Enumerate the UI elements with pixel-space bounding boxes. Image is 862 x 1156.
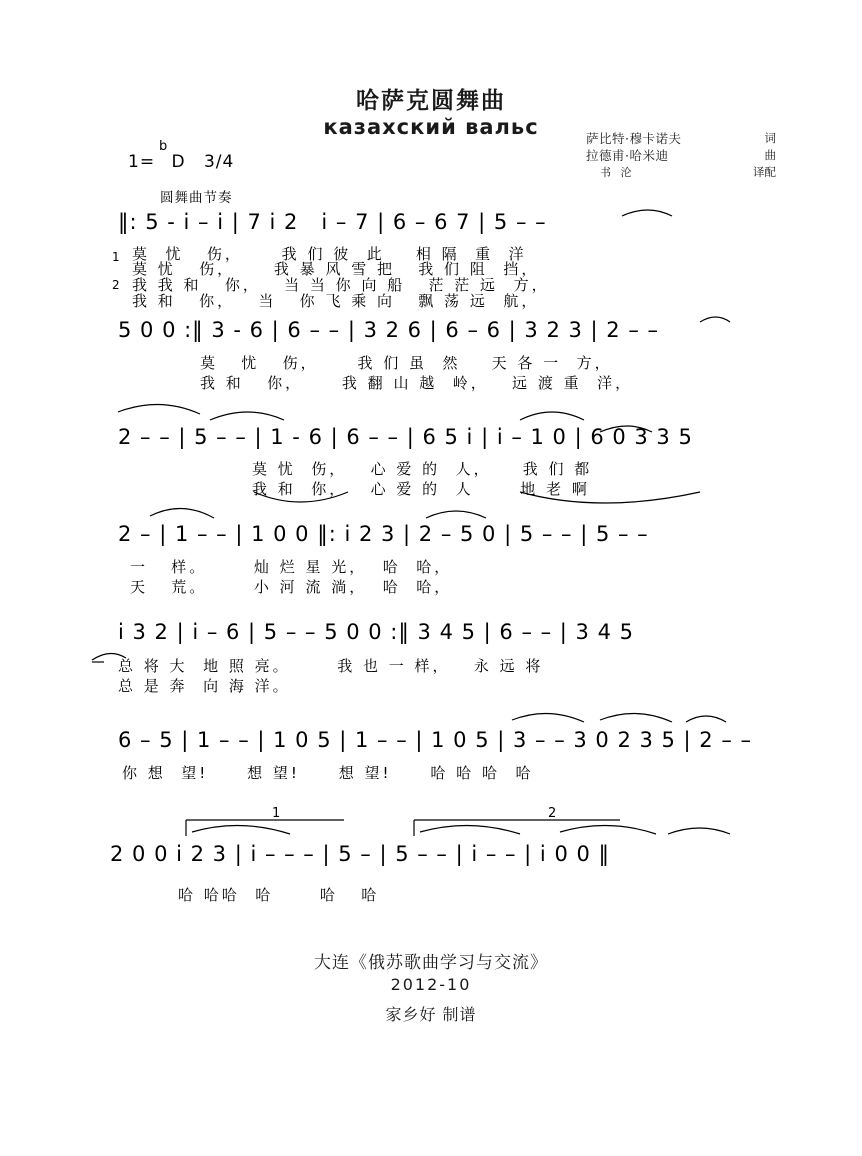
system-5-lyric-line-2: 总 是 奔 向 海 洋。 xyxy=(118,677,291,695)
system-5-lyric-line-1: 总 将 大 地 照 亮。 我 也 一 样， 永 远 将 xyxy=(118,657,544,675)
meter: 3/4 xyxy=(203,152,235,172)
system-3-lyric-line-1: 莫 忧 伤， 心 爱 的 人， 我 们 都 xyxy=(252,460,593,478)
system-1-lyric-line-3: 我 我 和 你， 当 当 你 向 船 茫 茫 远 方， xyxy=(132,276,550,294)
system-7-lyric-line-1: 哈 哈哈 哈 哈 哈 xyxy=(178,886,380,904)
system-1-lyric-line-1: 莫 忧 伤， 我 们 彼 此 相 隔 重 洋 xyxy=(132,245,527,263)
credit-role: 曲 xyxy=(764,148,776,162)
credit-row xyxy=(586,164,776,181)
system-2-lyric-line-2: 我 和 你， 我 翻 山 越 岭， 远 渡 重 洋， xyxy=(200,374,634,392)
credits-block xyxy=(586,130,776,181)
key-signature xyxy=(128,139,235,172)
system-7-notes: 2 0 0 i 2 3 | i – – – | 5 – | 5 – – | i – – | i 0 0 ‖ xyxy=(110,842,611,866)
system-4-lyric-line-1: 一 样。 灿 烂 星 光， 哈 哈， xyxy=(130,558,453,576)
page-title-chinese: 哈萨克圆舞曲 xyxy=(356,88,506,114)
credit-row xyxy=(586,130,776,147)
system-3-notes: 2 – – | 5 – – | 1 - 6 | 6 – – | 6 5 i | i – 1 0 | 6 0 3 3 5 xyxy=(118,425,693,449)
system-5-notes: i 3 2 | i – 6 | 5 – – 5 0 0 :‖ 3 4 5 | 6 – – | 3 4 5 xyxy=(118,620,634,644)
system-3-lyric-line-2: 我 和 你， 心 爱 的 人 地 老 啊 xyxy=(252,480,590,498)
system-1-lyric-line-2: 莫 忧 伤， 我 暴 风 雪 把 我 们 阻 挡， xyxy=(132,260,540,278)
system-4-notes: 2 – | 1 – – | 1 0 0 ‖: i 2 3 | 2 – 5 0 | 5 – – | 5 – – xyxy=(118,522,649,546)
footer-line-3: 家乡好 制谱 xyxy=(385,1005,477,1024)
verse-number-1: 1 xyxy=(112,250,120,264)
system-4-lyric-line-2: 天 荒。 小 河 流 淌， 哈 哈， xyxy=(130,578,453,596)
system-6-notes: 6 – 5 | 1 – – | 1 0 5 | 1 – – | 1 0 5 | 3 – – 3 0 2 3 5 | 2 – – xyxy=(118,728,753,752)
footer-line-2: 2012-10 xyxy=(390,975,472,994)
system-6-lyric-line-1: 你 想 望! 想 望! 想 望! 哈 哈 哈 哈 xyxy=(122,764,534,782)
credit-role: 词 xyxy=(764,131,776,145)
verse-number-2: 2 xyxy=(112,278,120,292)
credit-author: 萨比特·穆卡诺夫 xyxy=(586,131,682,146)
tempo-marking: 圆舞曲节奏 xyxy=(160,190,233,206)
flat-symbol: b xyxy=(159,139,169,154)
system-1-lyric-line-4: 我 和 你， 当 你 飞 乘 向 飘 荡 远 航， xyxy=(132,292,540,310)
credit-translator: 书 沦 xyxy=(600,166,635,179)
system-2-lyric-line-1: 莫 忧 伤， 我 们 虽 然 天 各 一 方， xyxy=(200,354,613,372)
system-2-notes: 5 0 0 :‖ 3 - 6 | 6 – – | 3 2 6 | 6 – 6 | 3 2 3 | 2 – – xyxy=(118,318,659,342)
second-ending-number: 2 xyxy=(548,806,557,821)
key-equals: 1= xyxy=(128,152,156,172)
credit-row xyxy=(586,147,776,164)
credit-composer: 拉德甫·哈米迪 xyxy=(586,148,669,163)
credit-role: 译配 xyxy=(753,165,776,179)
key-letter: D xyxy=(171,152,186,172)
footer-line-1: 大连《俄苏歌曲学习与交流》 xyxy=(314,953,548,973)
page-title-russian: казахский вальс xyxy=(323,115,539,139)
system-1-notes: ‖: 5 - i – i | 7 i 2 i – 7 | 6 – 6 7 | 5 – – xyxy=(118,210,547,234)
first-ending-number: 1 xyxy=(272,806,281,821)
